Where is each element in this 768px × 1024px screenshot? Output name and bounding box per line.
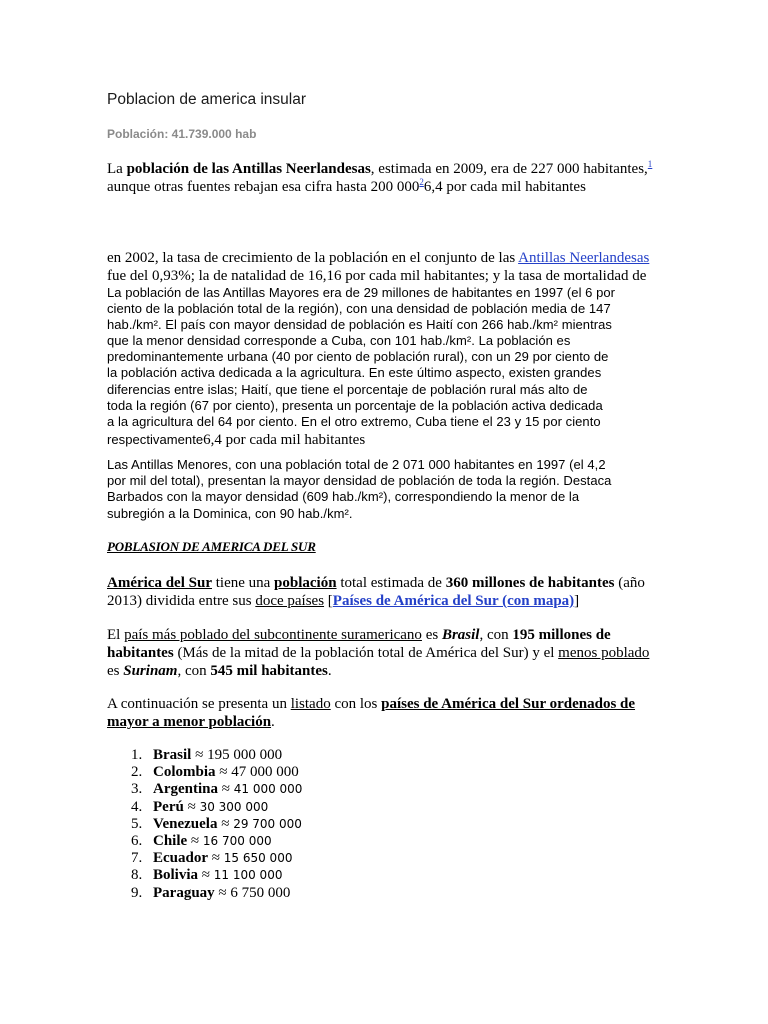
approx-sign: ≈ [198,867,214,884]
population-value: 41 000 000 [233,782,303,797]
population-value: 29 700 000 [233,816,302,831]
text-line: predominantemente urbana (40 por ciento de población rural), con un 29 por ciento de [107,349,609,365]
text-run: con los [330,696,382,712]
country-name: Argentina [153,781,218,798]
text-line: subregión a la Dominica, con 90 hab./km². [107,505,353,521]
text-line [107,592,667,610]
paragraph-antillas-neerlandesas [107,160,667,196]
text-line [107,644,667,662]
paises-america-sur-mapa-link[interactable]: Países de América del Sur (con mapa) [332,593,575,609]
footnote-link[interactable]: 1 [647,159,653,169]
text-line [107,160,667,178]
bold-term: 195 millones de [512,627,611,643]
list-item [131,867,431,884]
paragraph-america-del-sur [107,574,667,610]
list-item [131,816,431,833]
america-del-sur-link[interactable]: América del Sur [107,575,212,591]
population-value: 11 100 000 [213,868,283,883]
pais-mas-poblado-link[interactable]: país más poblado del subcontinente suramericano [124,627,422,643]
text-run: aunque otras fuentes rebajan esa cifra hasta 200 000 [107,179,420,195]
country-name: Bolivia [153,867,199,884]
section-heading-america-del-sur: POBLASION DE AMERICA DEL SUR [107,539,316,554]
approx-sign: ≈ [217,815,234,832]
paragraph-antillas-menores [107,457,663,522]
text-line: a la agricultura del 64 por ciento. En el otro extremo, Cuba tiene el 23 y 15 por ciento [107,413,601,429]
text-line: ciento de la población total de la región), con una densidad de población media de 147 [107,301,611,317]
list-item [131,885,431,902]
list-number: 7. [131,850,143,867]
text-line: toda la región (67 por ciento), presenta un porcentaje de la población activa dedicada [107,397,603,413]
text-line: hab./km². El país con mayor densidad de población es Haití con 266 hab./km² mientras [107,317,612,333]
country-name: Paraguay [153,884,215,901]
list-number: 8. [131,867,143,884]
text-run: A continuación se presenta un [107,696,291,712]
country-name: Venezuela [153,815,218,832]
footnote-link[interactable]: 2 [419,177,424,187]
poblacion-link[interactable]: población [274,575,337,591]
list-item [131,850,431,867]
text-run: (año [614,575,645,591]
text-run: , con [479,627,513,643]
country-population-list [131,747,431,902]
text-line: que la menor densidad corresponde a Cuba, con 101 hab./km². La población es [107,333,571,349]
text-line: Las Antillas Menores, con una población total de 2 071 000 habitantes en 1997 (el 4,2 [107,457,606,472]
bold-term: habitantes [107,645,174,661]
approx-sign: ≈ [215,764,232,781]
population-value: 6 750 000 [230,884,291,901]
text-line [107,178,667,196]
text-run: , con [177,663,211,679]
text-run: 6,4 por cada mil habitantes [203,431,366,448]
text-run: (Más de la mitad de la población total de América del Sur) y el [173,645,559,661]
text-line [107,249,667,267]
bold-term: 545 mil habitantes [210,663,328,679]
population-value: 195 000 000 [207,747,283,763]
population-value: 15 650 000 [223,851,293,866]
paragraph-pais-mas-poblado [107,626,667,680]
list-number: 4. [131,798,143,815]
text-line [107,430,667,450]
listado-link[interactable]: listado [290,696,331,712]
population-value: 16 700 000 [202,833,272,848]
bold-underlined-term: mayor a menor población [107,714,272,730]
text-line: La población de las Antillas Mayores era de 29 millones de habitantes en 1997 (el 6 por [107,285,616,300]
text-run: total estimada de [336,575,446,591]
text-run: respectivamente [107,431,204,447]
list-item [131,799,431,816]
text-line [107,662,667,680]
list-item [131,747,431,764]
approx-sign: ≈ [183,798,200,815]
list-number: 6. [131,832,143,849]
list-number: 9. [131,884,143,901]
text-line: fue del 0,93%; la de natalidad de 16,16 por cada mil habitantes; y la tasa de mortalidad de [107,268,647,284]
list-number: 2. [131,764,143,781]
list-item [131,764,431,781]
list-item [131,833,431,850]
country-name: Brasil [153,747,192,763]
list-item [131,781,431,798]
list-number: 1. [131,747,143,763]
list-number: 3. [131,781,143,798]
text-run: 2013) dividida entre sus [107,593,256,609]
bold-underlined-term: países de América del Sur ordenados de [381,696,636,712]
bold-italic-term: Surinam [123,663,178,679]
text-run: . [271,714,275,730]
text-run: [ [324,593,333,609]
text-line: la población activa dedicada a la agricultura. En este último aspecto, existen grandes [107,365,602,381]
approx-sign: ≈ [218,781,234,798]
menos-poblado-link[interactable]: menos poblado [558,645,650,661]
population-value: 30 300 000 [199,799,269,814]
text-run: La [107,161,127,177]
population-value: 47 000 000 [231,764,299,781]
text-run: ] [574,593,580,609]
text-run: 6,4 por cada mil habitantes [423,179,586,195]
approx-sign: ≈ [187,832,203,849]
page-title: Poblacion de america insular [107,91,307,108]
approx-sign: ≈ [208,850,224,867]
text-run: , estimada en 2009, era de 227 000 habitantes, [370,161,648,177]
text-line [107,626,667,644]
bold-term: población de las Antillas Neerlandesas [126,161,371,177]
text-run: es [421,627,442,643]
text-line: diferencias entre islas; Haití, que tiene el porcentaje de población rural más alto de [107,381,588,397]
approx-sign: ≈ [214,884,231,901]
footnote-ref-1[interactable] [648,159,653,169]
country-name: Perú [153,798,184,815]
text-run: es [107,663,124,679]
country-name: Colombia [153,764,216,781]
text-run: tiene una [211,575,275,591]
approx-sign: ≈ [191,747,208,763]
doce-paises-link[interactable]: doce países [255,593,325,609]
text-run: El [107,627,125,643]
text-run: . [327,663,332,679]
bold-italic-term: Brasil [441,627,480,643]
text-line [107,695,667,713]
text-line [107,713,667,731]
text-line: Barbados con la mayor densidad (609 hab./km²), correspondiendo la menor de la [107,489,580,505]
bold-term: 360 millones de habitantes [445,575,615,591]
text-line: por mil del total), presentan la mayor densidad de población de toda la región. Destaca [107,473,612,489]
country-name: Chile [153,832,188,849]
text-run: en 2002, la tasa de crecimiento de la población en el conjunto de las [107,250,519,266]
paragraph-listado-intro [107,695,667,731]
list-number: 5. [131,815,143,832]
country-name: Ecuador [153,850,209,867]
paragraph-antillas-mayores [107,249,667,450]
text-line [107,574,667,592]
population-subtitle: Población: 41.739.000 hab [107,127,257,141]
antillas-neerlandesas-link[interactable]: Antillas Neerlandesas [518,250,650,266]
